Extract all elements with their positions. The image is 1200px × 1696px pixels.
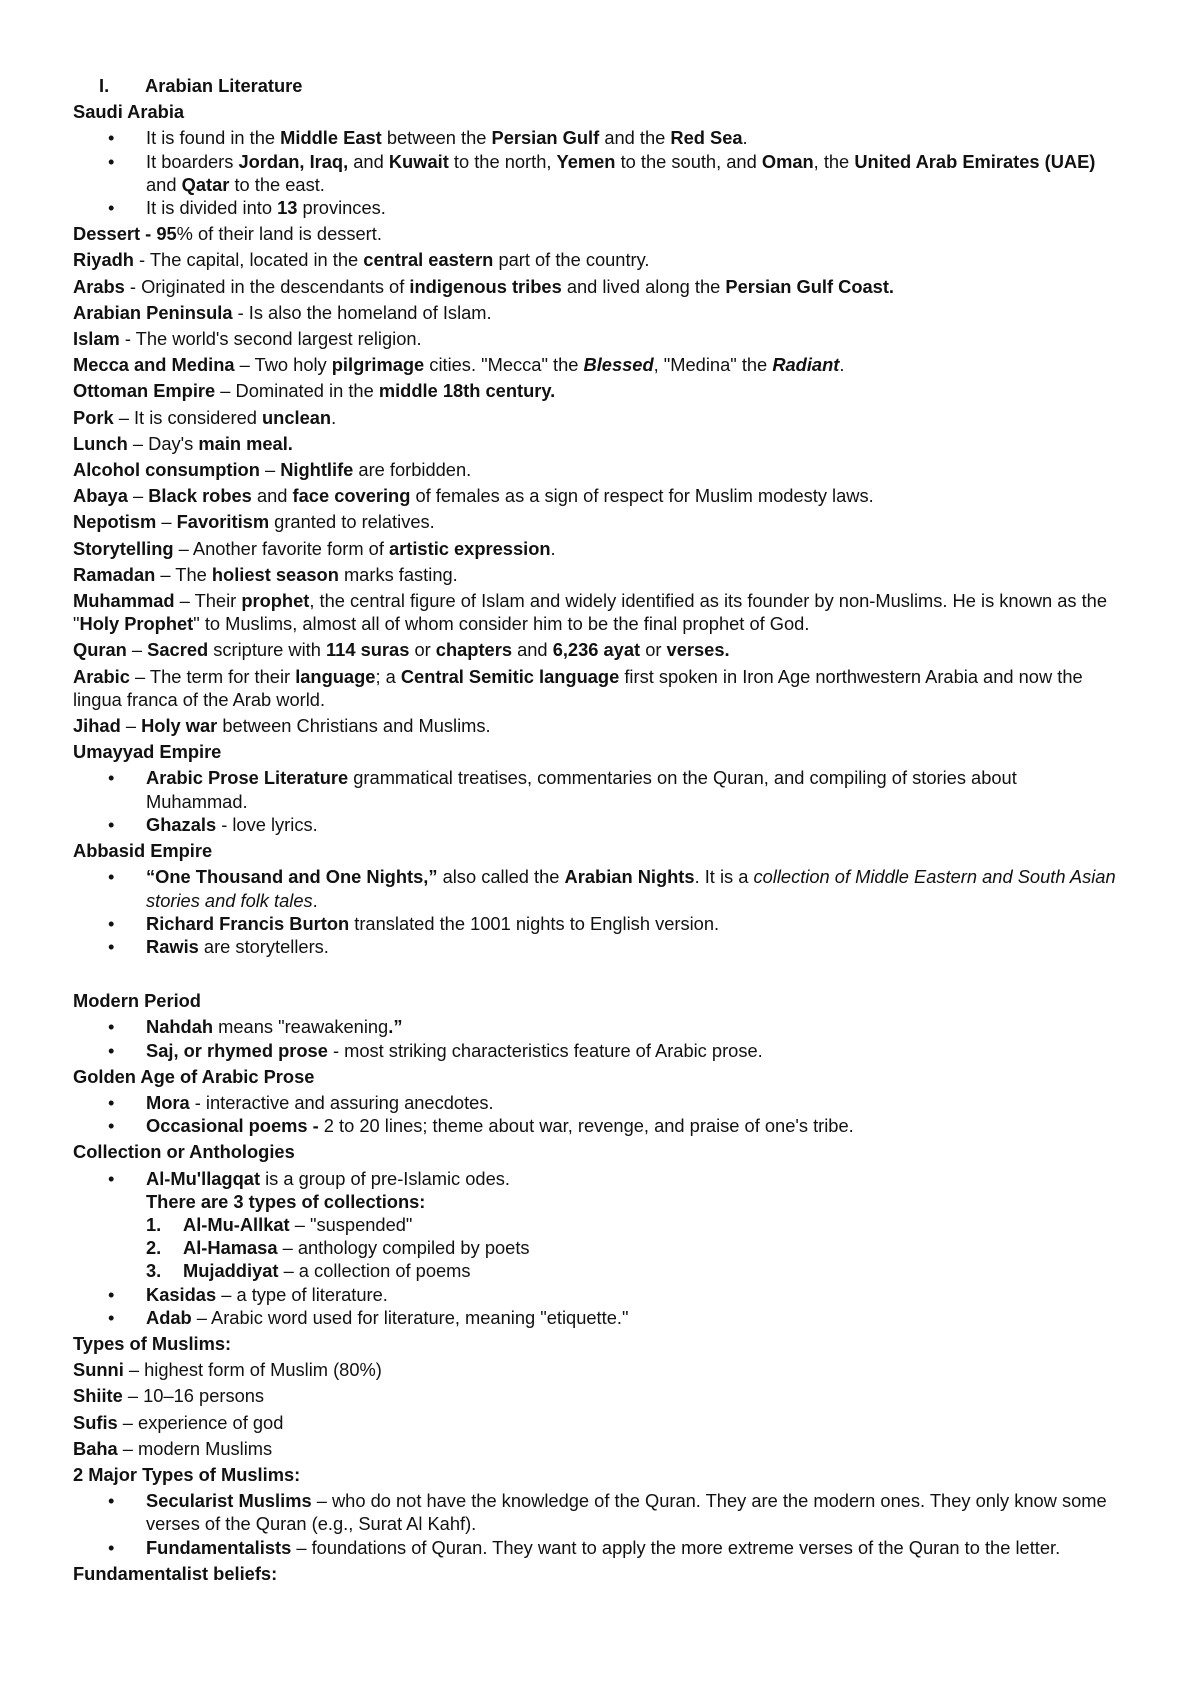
type-sunni: Sunni – highest form of Muslim (80%) [73,1359,382,1381]
term-ottoman-empire: Ottoman Empire – Dominated in the middle 18th century. [73,380,556,402]
heading-saudi-arabia: Saudi Arabia [73,101,185,123]
term-alcohol: Alcohol consumption – Nightlife are forbidden. [73,459,472,481]
numbered-item: 3. Mujaddiyat – a collection of poems [146,1260,471,1282]
heading-golden-age: Golden Age of Arabic Prose [73,1065,315,1087]
term-dessert: Dessert - 95% of their land is dessert. [73,223,382,245]
numbered-item: 2. Al-Hamasa – anthology compiled by poets [146,1237,530,1259]
numbered-item: 1. Al-Mu-Allkat – "suspended" [146,1213,413,1235]
abbasid-bullet-list [73,865,1120,958]
list-item: • Fundamentalists – foundations of Quran. They want to apply the more extreme verses of the Quran to the letter. [73,1536,1120,1559]
section-title [73,74,1120,97]
list-item: • Secularist Muslims – who do not have the knowledge of the Quran. They are the modern ones. They only know some verses of the Quran (e.g., Surat Al Kahf). [73,1489,1120,1535]
saudi-bullet-list [73,126,1120,219]
list-item: • Occasional poems - 2 to 20 lines; theme about war, revenge, and praise of one's tribe. [73,1114,1120,1137]
list-item: • Arabic Prose Literature grammatical treatises, commentaries on the Quran, and compiling of stories about Muhammad. [73,766,1120,812]
heading-types-of-muslims: Types of Muslims: [73,1332,232,1354]
list-item: • Richard Francis Burton translated the 1001 nights to English version. [73,912,1120,935]
heading-modern-period: Modern Period [73,990,201,1012]
collection-bullet-list-2 [73,1283,1120,1329]
list-item: • Al-Mu'llagqat is a group of pre-Islamic odes. [73,1167,1120,1190]
term-muhammad: Muhammad – Their prophet, the central figure of Islam and widely identified as its founder by non-Muslims. He is known as the "Holy Prophet" to Muslims, almost all of whom consider him to be the final prophet of God. [73,590,1108,635]
section-title-text: Arabian Literature [145,75,303,96]
section-number: I. [99,75,110,96]
term-abaya: Abaya – Black robes and face covering of females as a sign of respect for Muslim modesty laws. [73,485,874,507]
list-item: • Adab – Arabic word used for literature, meaning "etiquette." [73,1306,1120,1329]
term-arabic: Arabic – The term for their language; a Central Semitic language first spoken in Iron Age northwestern Arabia and now the lingua franca of the Arab world. [73,665,1083,710]
collection-subheading: There are 3 types of collections: [146,1190,426,1212]
term-riyadh: Riyadh - The capital, located in the central eastern part of the country. [73,249,650,271]
major-bullet-list [73,1489,1120,1559]
list-item: • Mora - interactive and assuring anecdotes. [73,1091,1120,1114]
list-item: • Saj, or rhymed prose - most striking characteristics feature of Arabic prose. [73,1039,1120,1062]
golden-bullet-list [73,1091,1120,1137]
term-quran: Quran – Sacred scripture with 114 suras or chapters and 6,236 ayat or verses. [73,639,730,661]
list-item: • Nahdah means "reawakening.” [73,1015,1120,1038]
list-item: • It is found in the Middle East between the Persian Gulf and the Red Sea. [73,126,1120,149]
list-item: • Ghazals - love lyrics. [73,813,1120,836]
term-jihad: Jihad – Holy war between Christians and Muslims. [73,715,491,737]
collection-bullet-list [73,1167,1120,1190]
heading-abbasid-empire: Abbasid Empire [73,840,213,862]
list-item: • Kasidas – a type of literature. [73,1283,1120,1306]
term-islam: Islam - The world's second largest religion. [73,328,422,350]
term-storytelling: Storytelling – Another favorite form of artistic expression. [73,537,556,559]
term-lunch: Lunch – Day's main meal. [73,432,293,454]
heading-major-types: 2 Major Types of Muslims: [73,1463,301,1485]
term-arabs: Arabs - Originated in the descendants of indigenous tribes and lived along the Persian Gulf Coast. [73,275,895,297]
type-sufis: Sufis – experience of god [73,1411,284,1433]
list-item: • It is divided into 13 provinces. [73,196,1120,219]
collection-numbered-list [73,1213,1120,1283]
list-item: • Rawis are storytellers. [73,935,1120,958]
type-baha: Baha – modern Muslims [73,1437,273,1459]
term-pork: Pork – It is considered unclean. [73,406,337,428]
heading-umayyad-empire: Umayyad Empire [73,741,222,763]
umayyad-bullet-list [73,766,1120,836]
term-arabian-peninsula: Arabian Peninsula - Is also the homeland of Islam. [73,301,492,323]
term-mecca-medina: Mecca and Medina – Two holy pilgrimage cities. "Mecca" the Blessed, "Medina" the Radiant. [73,354,845,376]
heading-fundamentalist-beliefs: Fundamentalist beliefs: [73,1562,278,1584]
type-shiite: Shiite – 10–16 persons [73,1385,265,1407]
term-ramadan: Ramadan – The holiest season marks fasting. [73,563,458,585]
term-nepotism: Nepotism – Favoritism granted to relatives. [73,511,435,533]
modern-bullet-list [73,1015,1120,1061]
list-item: • “One Thousand and One Nights,” also called the Arabian Nights. It is a collection of Middle Eastern and South Asian stories and folk tales. [73,865,1120,911]
heading-collection-anthologies: Collection or Anthologies [73,1141,295,1163]
list-item: • It boarders Jordan, Iraq, and Kuwait to the north, Yemen to the south, and Oman, the United Arab Emirates (UAE) and Qatar to the east. [73,150,1120,196]
blank-line [73,961,1120,989]
